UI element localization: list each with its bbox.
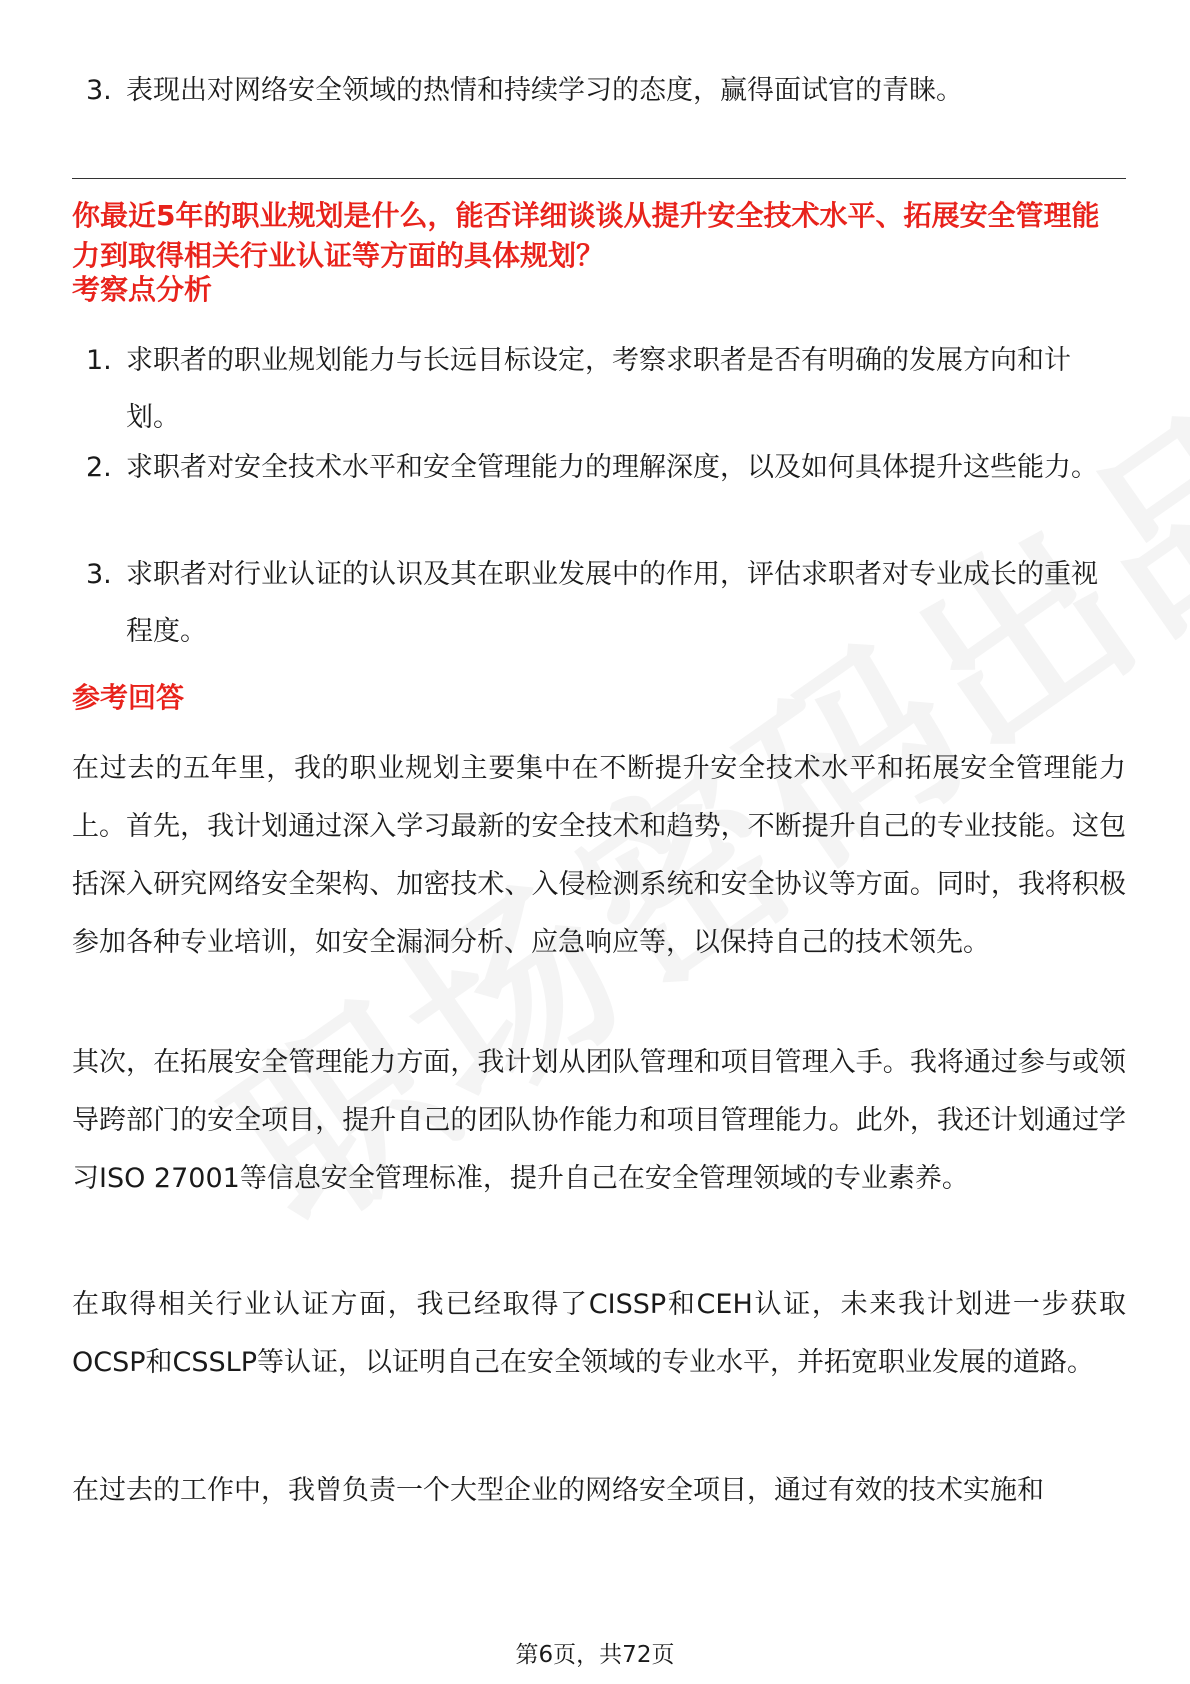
analysis-item-2 xyxy=(72,439,1122,496)
answer-paragraph-3: 在取得相关行业认证方面，我已经取得了CISSP和CEH认证，未来我计划进一步获取OCSP和CSSLP等认证，以证明自己在安全领域的专业水平，并拓宽职业发展的道路。 xyxy=(72,1289,1126,1378)
analysis-heading: 考察点分析 xyxy=(72,273,213,306)
page-footer: 第6页，共72页 xyxy=(515,1642,675,1668)
answer-paragraph-1: 在过去的五年里，我的职业规划主要集中在不断提升安全技术水平和拓展安全管理能力上。首先，我计划通过深入学习最新的安全技术和趋势，不断提升自己的专业技能。这包括深入研究网络安全架构、加密技术、入侵检测系统和安全协议等方面。同时，我将积极参加各种专业培训，如安全漏洞分析、应急响应等，以保持自己的技术领先。 xyxy=(72,753,1126,958)
list-number: 2. xyxy=(86,452,112,483)
list-number: 1. xyxy=(86,345,112,376)
list-text: 表现出对网络安全领域的热情和持续学习的态度，赢得面试官的青睐。 xyxy=(126,75,963,106)
section-divider xyxy=(72,178,1126,179)
answer-paragraph-4: 在过去的工作中，我曾负责一个大型企业的网络安全项目，通过有效的技术实施和 xyxy=(72,1475,1044,1506)
list-number: 3. xyxy=(86,75,112,106)
list-text: 求职者对安全技术水平和安全管理能力的理解深度，以及如何具体提升这些能力。 xyxy=(126,452,1098,483)
question-title: 你最近5年的职业规划是什么，能否详细谈谈从提升安全技术水平、拓展安全管理能力到取得相关行业认证等方面的具体规划？ xyxy=(72,199,1100,272)
list-text: 求职者对行业认证的认识及其在职业发展中的作用，评估求职者对专业成长的重视程度。 xyxy=(126,559,1098,647)
answer-heading: 参考回答 xyxy=(72,681,185,714)
list-item-top xyxy=(72,62,1122,119)
analysis-item-1 xyxy=(72,332,1122,446)
list-text: 求职者的职业规划能力与长远目标设定，考察求职者是否有明确的发展方向和计划。 xyxy=(126,345,1071,433)
list-number: 3. xyxy=(86,559,112,590)
answer-paragraph-2: 其次，在拓展安全管理能力方面，我计划从团队管理和项目管理入手。我将通过参与或领导跨部门的安全项目，提升自己的团队协作能力和项目管理能力。此外，我还计划通过学习ISO 27001等信息安全管理标准，提升自己在安全管理领域的专业素养。 xyxy=(72,1047,1126,1194)
analysis-item-3 xyxy=(72,546,1122,660)
